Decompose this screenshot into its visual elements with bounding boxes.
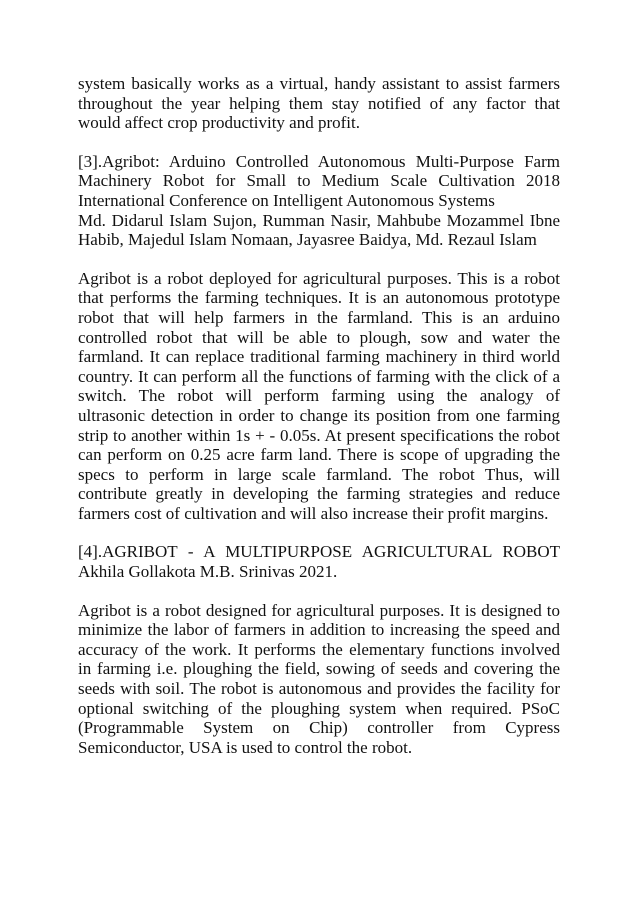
text-line: would affect crop productivity and profit. — [78, 113, 360, 133]
text-line: (Programmable System on Chip) controller from Cypress — [78, 718, 560, 738]
text-line: Md. Didarul Islam Sujon, Rumman Nasir, Mahbube Mozammel Ibne — [78, 210, 560, 230]
text-line: in farming i.e. ploughing the field, sowing of seeds and covering the — [78, 659, 560, 679]
text-line: accuracy of the work. It performs the elementary functions involved — [78, 639, 560, 659]
reference-4-summary — [78, 601, 560, 758]
text-line: strip to another within 1s + - 0.05s. At present specifications the robot — [78, 425, 560, 445]
text-line: throughout the year helping them stay notified of any factor that — [78, 93, 560, 113]
text-line: Machinery Robot for Small to Medium Scale Cultivation 2018 — [78, 171, 560, 191]
text-line: specs to perform in large scale farmland. The robot Thus, will — [78, 464, 560, 484]
text-line: that performs the farming techniques. It is an autonomous prototype — [78, 288, 560, 308]
text-line: optional switching of the ploughing system when required. PSoC — [78, 698, 560, 718]
text-line: International Conference on Intelligent Autonomous Systems — [78, 190, 495, 210]
text-line: Agribot is a robot designed for agricultural purposes. It is designed to — [78, 600, 560, 620]
text-line: Agribot is a robot deployed for agricultural purposes. This is a robot — [78, 268, 560, 288]
text-line: minimize the labor of farmers in addition to increasing the speed and — [78, 620, 560, 640]
text-line: Akhila Gollakota M.B. Srinivas 2021. — [78, 562, 338, 582]
text-line: [3].Agribot: Arduino Controlled Autonomous Multi-Purpose Farm — [78, 151, 560, 171]
text-line: can perform on 0.25 acre farm land. There is scope of upgrading the — [78, 445, 560, 465]
paragraph-intro-continuation — [78, 74, 560, 133]
text-line: seeds with soil. The robot is autonomous and provides the facility for — [78, 679, 560, 699]
reference-3-citation — [78, 152, 560, 250]
text-line: farmers cost of cultivation and will also increase their profit margins. — [78, 503, 549, 523]
text-line: switch. The robot will perform farming using the analogy of — [78, 386, 560, 406]
text-line: country. It can perform all the functions of farming with the click of a — [78, 366, 560, 386]
text-line: [4].AGRIBOT - A MULTIPURPOSE AGRICULTURAL ROBOT — [78, 542, 560, 562]
text-line: farmland. It can replace traditional farming machinery in third world — [78, 347, 560, 367]
text-line: Habib, Majedul Islam Nomaan, Jayasree Baidya, Md. Rezaul Islam — [78, 230, 537, 250]
reference-3-summary — [78, 269, 560, 524]
reference-4-citation — [78, 542, 560, 581]
document-page — [78, 74, 560, 776]
text-line: contribute greatly in developing the farming strategies and reduce — [78, 484, 560, 504]
text-line: ultrasonic detection in order to change its position from one farming — [78, 405, 560, 425]
text-line: robot that will help farmers in the farmland. This is an arduino — [78, 307, 560, 327]
text-line: system basically works as a virtual, handy assistant to assist farmers — [78, 74, 560, 93]
text-line: controlled robot that will be able to plough, sow and water the — [78, 327, 560, 347]
text-line: Semiconductor, USA is used to control the robot. — [78, 737, 413, 757]
